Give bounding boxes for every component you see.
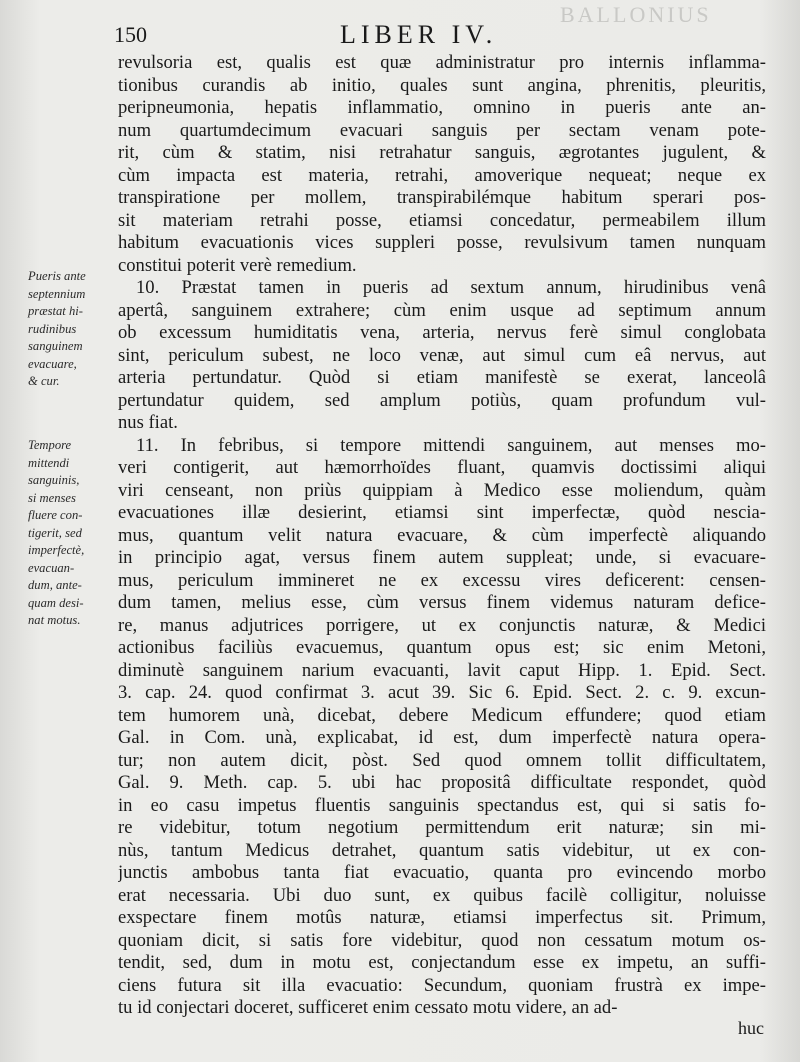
side-note-line: mittendi [28,455,70,470]
text-line: 10. Præstat tamen in pueris ad sextum annum, hirudinibus venâ [136,277,766,298]
side-note-line: Pueris ante [28,269,86,283]
text-line: revulsoria est, qualis est quæ administratur pro internis inflamma- [118,52,766,73]
side-note-line: evacuare, [28,356,77,371]
text-line: re, manus adjutrices porrigere, ut ex conjunctis naturæ, & Medici [118,614,766,636]
text-line: diminutè sanguinem narium evacuanti, lavit caput Hipp. 1. Epid. Sect. [118,659,766,681]
text-line: evacuationes illæ desierint, etiamsi sint imperfectæ, quòd nescia- [118,502,766,523]
side-note-1 [28,268,118,391]
text-line: arteria pertundatur. Quòd si etiam manifestè se exerat, lanceolâ [118,367,766,388]
running-head: LIBER IV. [340,20,498,49]
text-line: erat necessaria. Ubi duo sunt, ex quibus facilè colligitur, noluisse [118,884,766,906]
side-note-line: Tempore [28,438,72,452]
text-line: tendit, sed, dum in motu est, conjectandum esse ex impetu, an suffi- [118,952,766,973]
text-line: exspectare finem motûs naturæ, etiamsi imperfectus sit. Primum, [118,907,766,928]
text-line: nùs, tantum Medicus detrahet, quantum satis videbitur, ut ex con- [118,839,766,861]
text-line: Gal. 9. Meth. cap. 5. ubi hac propositâ difficultate respondet, quòd [118,772,766,793]
text-line: mus, quantum velit natura evacuare, & cùm imperfectè aliquando [118,524,766,546]
side-note-line: tigerit, sed [28,525,82,540]
side-note-line: dum, ante- [28,578,82,592]
text-line: ob excessum humiditatis vena, arteria, nervus ferè simul conglobata [118,322,766,343]
text-line: rit, cùm & statim, nisi retrahatur sanguis, ægrotantes jugulent, & [118,142,766,163]
body-text [118,52,766,1020]
text-line: pertundatur quidem, sed amplum potiùs, quam profundum vul- [118,389,766,411]
side-note-line: sanguinis, [28,473,80,487]
side-note-line: præstat hi- [28,304,83,318]
side-note-line: imperfectè, [28,543,85,557]
side-note-line: & cur. [28,374,60,388]
text-line: peripneumonia, hepatis inflammatio, omnino in pueris ante an- [118,97,766,118]
text-line: in eo casu impetus fluentis sanguinis spectandus est, qui si satis fo- [118,794,766,816]
text-line: tu id conjectari doceret, sufficeret enim cessato motu videre, an ad- [118,997,618,1018]
text-line: actionibus faciliùs evacuemus, quantum opus est; sic enim Metoni, [118,637,766,658]
text-line: sint, periculum subest, ne loco venæ, aut simul cum eâ nervus, aut [118,344,766,366]
page-header [0,22,800,50]
side-note-line: quam desi- [28,595,84,610]
text-line: re videbitur, totum negotium permittendum erit naturæ; sin mi- [118,817,766,838]
text-line: quoniam dicit, si satis fore videbitur, quod non cessatum motum os- [118,929,766,951]
text-line: 3. cap. 24. quod confirmat 3. acut 39. Sic 6. Epid. Sect. 2. c. 9. excun- [118,682,766,703]
page-number: 150 [114,22,147,47]
text-line: tur; non autem dicit, pòst. Sed quod omnem tollit difficultatem, [118,749,766,771]
side-note-line: fluere con- [28,508,83,522]
text-line: tem humorem unà, dicebat, debere Medicum effundere; quod etiam [118,704,766,726]
side-note-line: evacuan- [28,560,75,575]
text-line: habitum evacuationis vices suppleri posse, revulsivum tamen nunquam [118,232,766,253]
text-line: dum tamen, melius esse, cùm versus finem videmus naturam defice- [118,592,766,613]
catchword: huc [738,1018,764,1038]
text-line: mus, periculum immineret ne ex excessu vires deficerent: censen- [118,569,766,591]
text-line: ciens futura sit illa evacuatio: Secundum, quoniam frustrà ex impe- [118,974,766,996]
side-note-line: septennium [28,286,86,301]
text-line: nus fiat. [118,412,178,433]
text-line: sit materiam retrahi posse, etiamsi concedatur, permeabilem illum [118,209,766,231]
text-line: viri censeant, non priùs quippiam à Medico esse moliendum, quàm [118,479,766,501]
text-line: junctis ambobus tanta fiat evacuatio, quanta pro evincendo morbo [118,862,766,883]
text-line: tionibus curandis ab initio, quales sunt angina, phrenitis, pleuritis, [118,74,766,96]
text-line: in principio agat, versus finem autem suppleat; unde, si evacuare- [118,547,766,568]
text-line: Gal. in Com. unà, explicabat, id est, dum imperfectè natura opera- [118,727,766,748]
bleed-through-text: BALLONIUS [560,2,712,27]
text-line: apertâ, sanguinem extrahere; cùm enim usque ad septimum annum [118,299,766,321]
text-line: num quartumdecimum evacuari sanguis per sectam venam pote- [118,119,766,141]
text-line: constitui poterit verè remedium. [118,254,357,276]
side-note-line: rudinibus [28,321,77,336]
side-note-line: sanguinem [28,339,83,353]
text-line: veri contigerit, aut hæmorrhoïdes fluant, quamvis doctissimi aliqui [118,457,766,478]
text-line: cùm impacta est materia, retrahi, amoverique nequeat; neque ex [118,164,766,186]
text-line: transpiratione per mollem, transpirabilémque habitum sperari pos- [118,187,766,208]
side-note-line: nat motus. [28,613,81,627]
side-note-2 [28,437,118,630]
text-line: 11. In febribus, si tempore mittendi sanguinem, aut menses mo- [136,434,766,456]
side-note-line: si menses [28,490,76,505]
